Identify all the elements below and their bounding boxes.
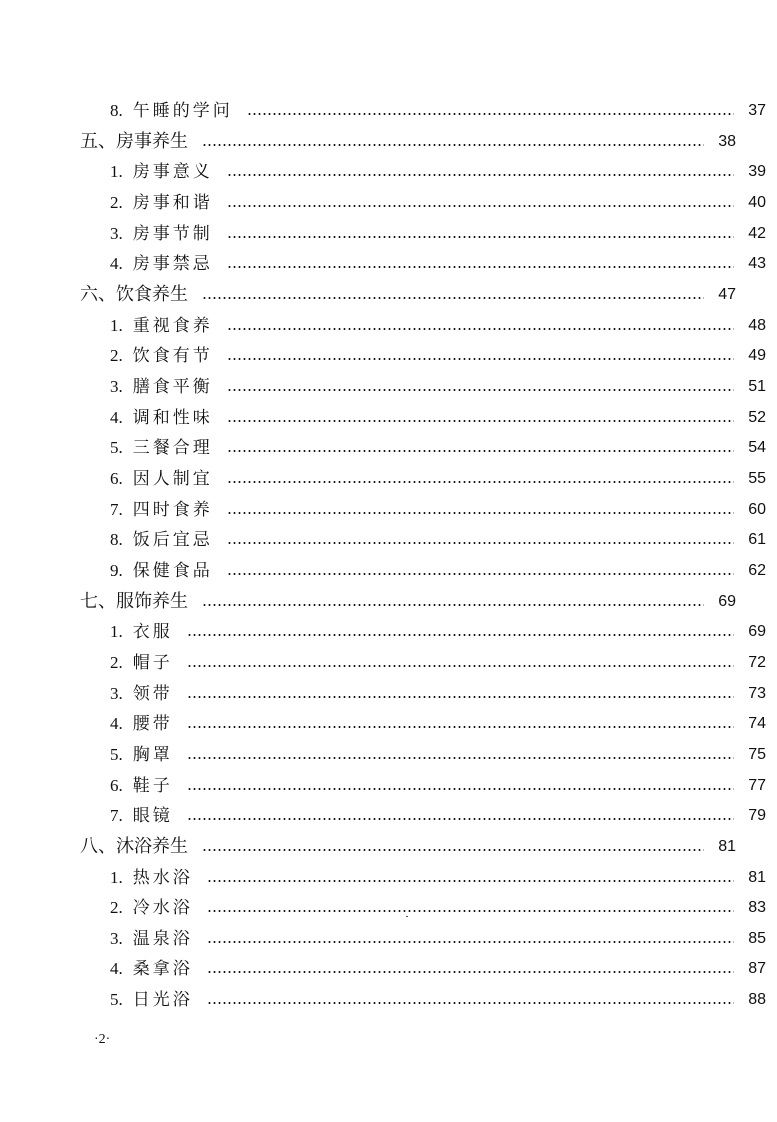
toc-item-entry bbox=[0, 219, 777, 249]
toc-item-entry bbox=[0, 954, 777, 984]
toc-item-entry bbox=[0, 311, 777, 341]
entry-title: 饮食有节 bbox=[132, 346, 213, 367]
entry-number: 8. bbox=[110, 530, 123, 550]
entry-title: 桑拿浴 bbox=[132, 959, 193, 980]
entry-title: 胸罩 bbox=[132, 744, 173, 765]
entry-label bbox=[110, 372, 213, 402]
dot-leader bbox=[207, 1002, 734, 1004]
dot-leader bbox=[227, 512, 734, 514]
toc-item-entry bbox=[0, 556, 777, 586]
entry-label bbox=[110, 464, 213, 494]
entry-number: 5. bbox=[110, 744, 123, 764]
entry-label bbox=[110, 157, 213, 187]
entry-label bbox=[110, 617, 173, 647]
entry-page-number: 47 bbox=[718, 285, 736, 303]
entry-page-number: 77 bbox=[748, 776, 766, 794]
dot-leader bbox=[207, 910, 734, 912]
entry-title: 因人制宜 bbox=[132, 468, 213, 489]
entry-number: 6. bbox=[110, 775, 123, 795]
entry-page-number: 43 bbox=[748, 255, 766, 273]
entry-label bbox=[110, 985, 193, 1015]
entry-label bbox=[110, 801, 173, 831]
toc-item-entry bbox=[0, 893, 777, 923]
entry-number: 1. bbox=[110, 622, 123, 642]
entry-number: 8. bbox=[110, 101, 123, 120]
page-number-footer: ·2· bbox=[94, 1032, 111, 1047]
entry-title: 四时食养 bbox=[132, 499, 213, 520]
entry-title: 房事节制 bbox=[132, 223, 213, 244]
entry-label bbox=[110, 403, 213, 433]
entry-number: 六、 bbox=[80, 283, 116, 305]
dot-leader bbox=[227, 420, 734, 422]
entry-number: 1. bbox=[110, 315, 123, 335]
entry-number: 7. bbox=[110, 499, 123, 519]
toc-section-entry bbox=[0, 832, 777, 862]
entry-page-number: 69 bbox=[718, 592, 736, 610]
entry-label bbox=[110, 311, 213, 341]
entry-page-number: 79 bbox=[748, 807, 766, 825]
dot-leader bbox=[227, 389, 734, 391]
entry-label bbox=[110, 219, 213, 249]
entry-title: 膳食平衡 bbox=[132, 376, 213, 397]
entry-number: 八、 bbox=[80, 835, 116, 857]
dot-leader bbox=[227, 542, 734, 544]
toc-item-entry bbox=[0, 709, 777, 739]
entry-page-number: 88 bbox=[748, 991, 766, 1009]
entry-number: 5. bbox=[110, 990, 123, 1010]
entry-title: 日光浴 bbox=[132, 990, 193, 1011]
toc-item-entry bbox=[0, 771, 777, 801]
toc-section-entry bbox=[0, 587, 777, 617]
toc-item-entry bbox=[0, 96, 777, 126]
entry-page-number: 38 bbox=[718, 132, 736, 150]
entry-label bbox=[80, 832, 188, 862]
entry-title: 冷水浴 bbox=[132, 898, 193, 919]
dot-leader bbox=[207, 941, 734, 943]
toc-item-entry bbox=[0, 403, 777, 433]
toc-item-entry bbox=[0, 648, 777, 678]
toc-item-entry bbox=[0, 433, 777, 463]
entry-label bbox=[110, 709, 173, 739]
entry-label bbox=[110, 96, 233, 126]
entry-page-number: 60 bbox=[748, 500, 766, 518]
dot-leader bbox=[227, 266, 734, 268]
entry-number: 3. bbox=[110, 376, 123, 396]
entry-title: 帽子 bbox=[132, 652, 173, 673]
entry-number: 4. bbox=[110, 407, 123, 427]
entry-title: 腰带 bbox=[132, 714, 173, 735]
entry-page-number: 39 bbox=[748, 163, 766, 181]
dot-leader bbox=[202, 849, 704, 851]
entry-page-number: 74 bbox=[748, 715, 766, 733]
entry-number: 3. bbox=[110, 928, 123, 948]
entry-title: 温泉浴 bbox=[132, 928, 193, 949]
entry-page-number: 48 bbox=[748, 316, 766, 334]
entry-page-number: 54 bbox=[748, 439, 766, 457]
entry-title: 保健食品 bbox=[132, 560, 213, 581]
entry-number: 7. bbox=[110, 806, 123, 826]
toc-item-entry bbox=[0, 617, 777, 647]
dot-leader bbox=[247, 113, 734, 115]
entry-title: 三餐合理 bbox=[132, 438, 213, 459]
entry-page-number: 81 bbox=[718, 837, 736, 855]
dot-leader bbox=[187, 757, 734, 759]
entry-number: 2. bbox=[110, 192, 123, 212]
toc-section-entry bbox=[0, 280, 777, 310]
entry-title: 领带 bbox=[132, 683, 173, 704]
entry-page-number: 72 bbox=[748, 653, 766, 671]
entry-number: 4. bbox=[110, 254, 123, 274]
entry-page-number: 40 bbox=[748, 193, 766, 211]
entry-page-number: 69 bbox=[748, 623, 766, 641]
entry-page-number: 62 bbox=[748, 561, 766, 579]
entry-title: 热水浴 bbox=[132, 867, 193, 888]
entry-number: 3. bbox=[110, 223, 123, 243]
dot-leader bbox=[202, 144, 704, 146]
dot-leader bbox=[187, 696, 734, 698]
entry-title: 房事意义 bbox=[132, 162, 213, 183]
entry-title: 衣服 bbox=[132, 622, 173, 643]
entry-number: 5. bbox=[110, 438, 123, 458]
dot-leader bbox=[207, 971, 734, 973]
entry-number: 2. bbox=[110, 898, 123, 918]
entry-label bbox=[110, 249, 213, 279]
entry-label bbox=[110, 556, 213, 586]
entry-label bbox=[110, 525, 213, 555]
entry-page-number: 55 bbox=[748, 469, 766, 487]
entry-page-number: 61 bbox=[748, 531, 766, 549]
toc-item-entry bbox=[0, 188, 777, 218]
entry-label bbox=[110, 771, 173, 801]
dot-leader bbox=[227, 205, 734, 207]
toc-item-entry bbox=[0, 863, 777, 893]
entry-label bbox=[110, 188, 213, 218]
entry-page-number: 87 bbox=[748, 960, 766, 978]
dot-leader bbox=[187, 665, 734, 667]
entry-title: 饮食养生 bbox=[116, 283, 188, 305]
entry-label bbox=[110, 893, 193, 923]
entry-title: 沐浴养生 bbox=[116, 835, 188, 857]
entry-title: 午睡的学问 bbox=[132, 101, 233, 121]
toc-section-entry bbox=[0, 127, 777, 157]
entry-title: 房事养生 bbox=[116, 130, 188, 152]
entry-label bbox=[110, 433, 213, 463]
entry-page-number: 49 bbox=[748, 347, 766, 365]
toc-item-entry bbox=[0, 495, 777, 525]
entry-number: 七、 bbox=[80, 590, 116, 612]
toc-item-entry bbox=[0, 464, 777, 494]
entry-page-number: 52 bbox=[748, 408, 766, 426]
dot-leader bbox=[187, 726, 734, 728]
dot-leader bbox=[207, 880, 734, 882]
entry-number: 4. bbox=[110, 959, 123, 979]
toc-item-entry bbox=[0, 924, 777, 954]
dot-leader bbox=[187, 788, 734, 790]
entry-title: 房事和谐 bbox=[132, 192, 213, 213]
dot-leader bbox=[227, 450, 734, 452]
entry-number: 五、 bbox=[80, 130, 116, 152]
entry-number: 9. bbox=[110, 560, 123, 580]
entry-number: 2. bbox=[110, 652, 123, 672]
entry-title: 眼镜 bbox=[132, 806, 173, 827]
entry-title: 鞋子 bbox=[132, 775, 173, 796]
dot-leader bbox=[227, 481, 734, 483]
entry-label bbox=[80, 280, 188, 310]
entry-title: 调和性味 bbox=[132, 407, 213, 428]
dot-leader bbox=[227, 328, 734, 330]
entry-number: 1. bbox=[110, 867, 123, 887]
entry-page-number: 37 bbox=[748, 102, 766, 119]
dot-leader bbox=[227, 358, 734, 360]
toc-item-entry bbox=[0, 372, 777, 402]
dot-leader bbox=[227, 573, 734, 575]
entry-label bbox=[110, 679, 173, 709]
toc-item-entry bbox=[0, 525, 777, 555]
toc-item-entry bbox=[0, 801, 777, 831]
entry-page-number: 85 bbox=[748, 929, 766, 947]
entry-number: 1. bbox=[110, 162, 123, 182]
scan-speck bbox=[406, 916, 408, 917]
entry-page-number: 81 bbox=[748, 868, 766, 886]
dot-leader bbox=[187, 634, 734, 636]
entry-title: 重视食养 bbox=[132, 315, 213, 336]
dot-leader bbox=[202, 604, 704, 606]
entry-label bbox=[110, 495, 213, 525]
toc-item-entry bbox=[0, 679, 777, 709]
toc-item-entry bbox=[0, 157, 777, 187]
entry-number: 2. bbox=[110, 346, 123, 366]
entry-page-number: 51 bbox=[748, 377, 766, 395]
entry-page-number: 75 bbox=[748, 745, 766, 763]
entry-label bbox=[80, 587, 188, 617]
dot-leader bbox=[187, 818, 734, 820]
entry-label bbox=[110, 648, 173, 678]
entry-page-number: 83 bbox=[748, 899, 766, 917]
entry-number: 4. bbox=[110, 714, 123, 734]
dot-leader bbox=[202, 297, 704, 299]
entry-page-number: 73 bbox=[748, 684, 766, 702]
entry-label bbox=[110, 863, 193, 893]
dot-leader bbox=[227, 174, 734, 176]
entry-title: 服饰养生 bbox=[116, 590, 188, 612]
toc-item-entry bbox=[0, 249, 777, 279]
entry-number: 3. bbox=[110, 683, 123, 703]
entry-number: 6. bbox=[110, 468, 123, 488]
entry-label bbox=[110, 341, 213, 371]
entry-label bbox=[110, 954, 193, 984]
toc-item-entry bbox=[0, 985, 777, 1015]
entry-label bbox=[110, 924, 193, 954]
toc-item-entry bbox=[0, 740, 777, 770]
entry-label bbox=[80, 127, 188, 157]
entry-title: 房事禁忌 bbox=[132, 254, 213, 275]
entry-label bbox=[110, 740, 173, 770]
toc-item-entry bbox=[0, 341, 777, 371]
entry-title: 饭后宜忌 bbox=[132, 530, 213, 551]
dot-leader bbox=[227, 236, 734, 238]
entry-page-number: 42 bbox=[748, 224, 766, 242]
